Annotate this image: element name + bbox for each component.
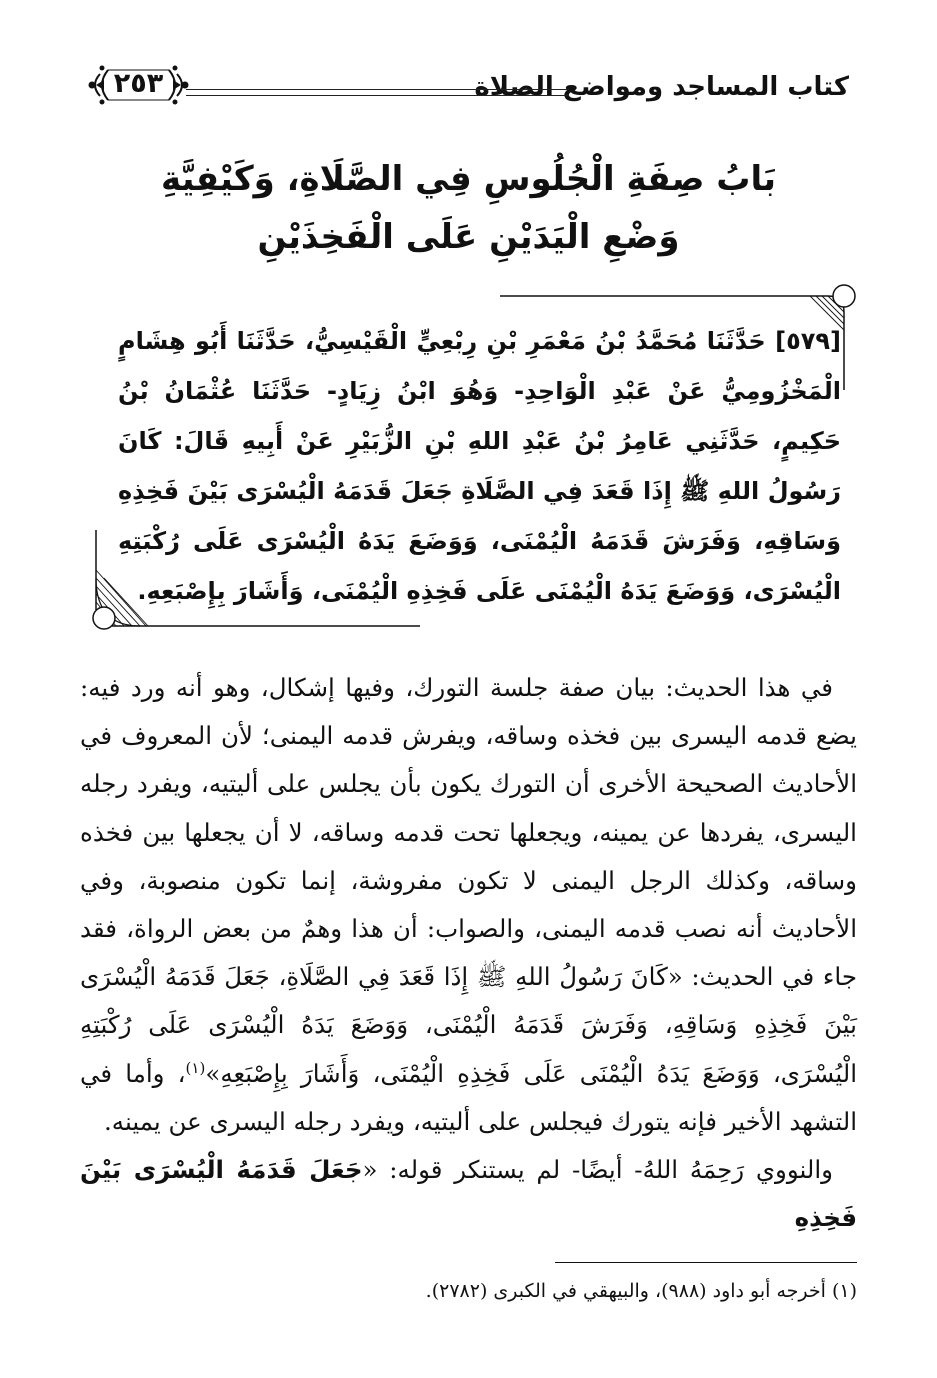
footnote: (١) أخرجه أبو داود (٩٨٨)، والبيهقي في الكبرى (٢٧٨٢).: [425, 1280, 857, 1302]
commentary-paragraph-1-continuation: ، وأما في التشهد الأخير فإنه يتورك فيجلس على أليتيه، ويفرد رجله اليسرى عن يمينه.: [80, 1058, 857, 1136]
commentary-paragraph-1: [80, 664, 857, 1146]
commentary-paragraph-1-text: في هذا الحديث: بيان صفة جلسة التورك، وفيها إشكال، وهو أنه ورد فيه: يضع قدمه اليسرى بين فخذه وساقه، ويفرش قدمه اليمنى؛ لأن المعروف في الأحاديث الصحيحة الأخرى أن التورك يكون بأن يجلس على أليتيه، ويفرد رجله اليسرى، يفردها عن يمينه، ويجعلها تحت قدمه وساقه، لا أن يجعلها بين فخذه وساقه، وكذلك الرجل اليمنى لا تكون مفروشة، إنما تكون منصوبة، وفي الأحاديث أنه نصب قدمه اليمنى، والصواب: أن هذا وهمٌ من بعض الرواة، فقد جاء في الحديث: «كَانَ رَسُولُ اللهِ ﷺ إِذَا قَعَدَ فِي الصَّلَاةِ، جَعَلَ قَدَمَهُ الْيُسْرَى بَيْنَ فَخِذِهِ وَسَاقِهِ، وَفَرَشَ قَدَمَهُ الْيُمْنَى، وَوَضَعَ يَدَهُ الْيُسْرَى عَلَى رُكْبَتِهِ الْيُسْرَى، وَوَضَعَ يَدَهُ الْيُمْنَى عَلَى فَخِذِهِ الْيُمْنَى، وَأَشَارَ بِإِصْبَعِهِ»: [80, 673, 858, 1088]
chapter-heading-line-1: بَابُ صِفَةِ الْجُلُوسِ فِي الصَّلَاةِ، وَكَيْفِيَّةِ: [160, 159, 776, 199]
hadith-text: [٥٧٩] حَدَّثَنَا مُحَمَّدُ بْنُ مَعْمَرِ بْنِ رِبْعِيٍّ الْقَيْسِيُّ، حَدَّثَنَا أَبُو هِشَامٍ الْمَخْزُومِيُّ عَنْ عَبْدِ الْوَاحِدِ- وَهُوَ ابْنُ زِيَادٍ- حَدَّثَنَا عُثْمَانُ بْنُ حَكِيمٍ، حَدَّثَنِي عَامِرُ بْنُ عَبْدِ اللهِ بْنِ الزُّبَيْرِ عَنْ أَبِيهِ قَالَ: كَانَ رَسُولُ اللهِ ﷺ إِذَا قَعَدَ فِي الصَّلَاةِ جَعَلَ قَدَمَهُ الْيُسْرَى بَيْنَ فَخِذِهِ وَسَاقِهِ، وَفَرَشَ قَدَمَهُ الْيُمْنَى، وَوَضَعَ يَدَهُ الْيُسْرَى عَلَى رُكْبَتِهِ الْيُسْرَى، وَوَضَعَ يَدَهُ الْيُمْنَى عَلَى فَخِذِهِ الْيُمْنَى، وَأَشَارَ بِإِصْبَعِهِ.: [118, 327, 841, 605]
commentary-paragraph-2: [80, 1146, 857, 1242]
book-title: كتاب المساجد ومواضع الصلاة: [474, 72, 849, 102]
header-rule: [186, 89, 569, 96]
page-number-badge: [86, 60, 191, 110]
commentary-paragraph-2-text: والنووي رَحِمَهُ اللهُ- أيضًا- لم يستنكر قوله: «: [362, 1155, 834, 1185]
footnote-separator: [555, 1262, 857, 1263]
chapter-heading-line-2: وَضْعِ الْيَدَيْنِ عَلَى الْفَخِذَيْنِ: [257, 217, 680, 257]
running-header: [0, 58, 937, 108]
footnote-marker[interactable]: (١): [185, 1058, 206, 1077]
chapter-heading: [120, 150, 817, 266]
page-number: ٢٥٣: [113, 68, 164, 99]
commentary: [80, 664, 857, 1242]
commentary-paragraph-2-quote: جَعَلَ قَدَمَهُ الْيُسْرَى بَيْنَ فَخِذِهِ: [80, 1155, 857, 1233]
hadith-frame: [0, 278, 937, 648]
